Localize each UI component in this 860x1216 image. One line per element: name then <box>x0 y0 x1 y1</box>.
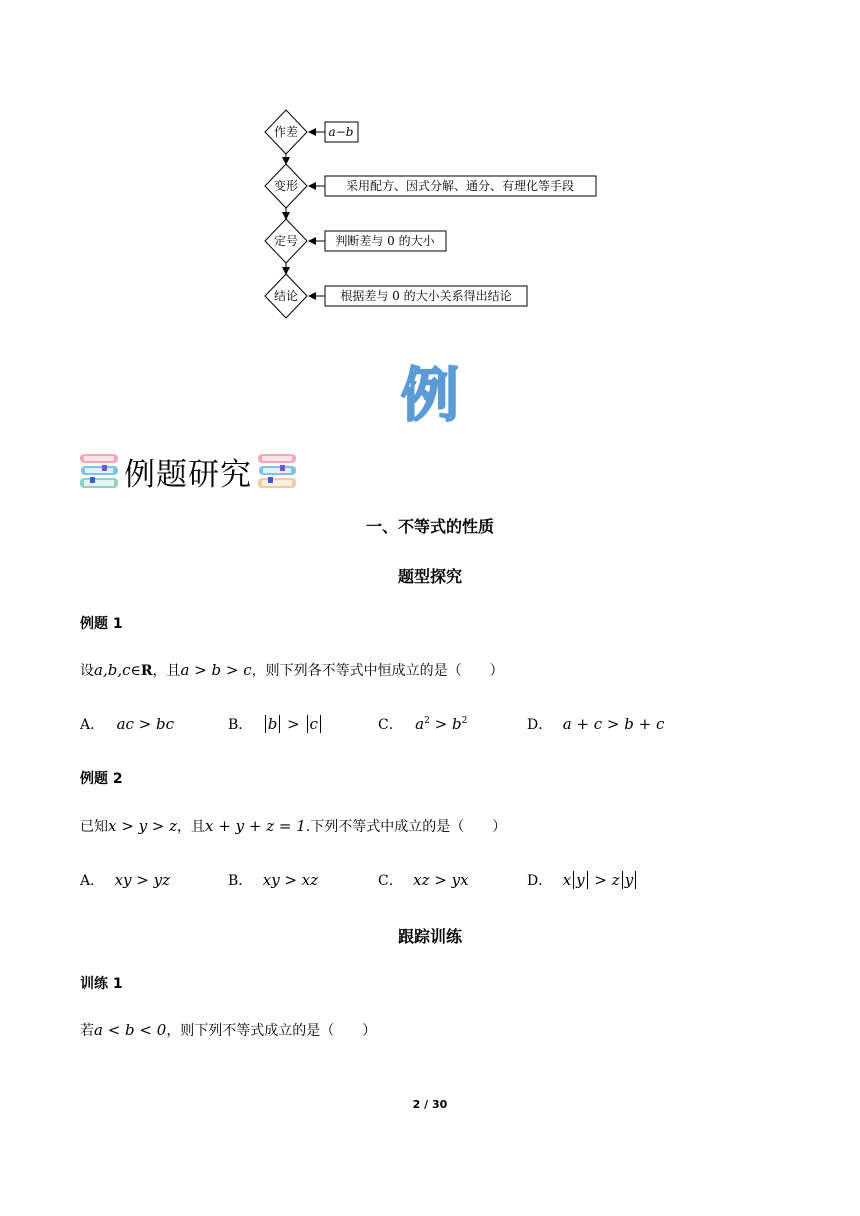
example-2-label: 例题 2 <box>80 771 123 787</box>
example-1-option-b[interactable] <box>228 714 323 734</box>
example-2-option-d[interactable] <box>527 870 638 890</box>
stem-math: a < b < 0 <box>94 1021 167 1039</box>
example-2-option-c[interactable] <box>378 870 469 890</box>
option-expr: b <box>452 715 462 733</box>
option-op: > <box>594 871 607 889</box>
flow-step-2-label: 变形 <box>273 179 299 193</box>
books-icon <box>78 451 120 491</box>
flow-step-4-desc: 根据差与 0 的大小关系得出结论 <box>340 289 512 303</box>
example-2-option-b[interactable] <box>228 870 318 890</box>
option-expr: xz > yx <box>413 871 469 889</box>
option-key: C． <box>378 717 403 733</box>
option-expr: c <box>307 715 321 733</box>
flow-step-1-label: 作差 <box>273 125 299 139</box>
example-1-option-d[interactable] <box>527 714 664 734</box>
flow-step-4-label: 结论 <box>273 289 299 303</box>
flow-step-2 <box>265 164 596 208</box>
example-1-stem <box>80 660 504 680</box>
example-2-stem <box>80 816 506 836</box>
training-1-stem <box>80 1020 376 1040</box>
option-expr: xy > xz <box>262 871 319 889</box>
example-1-label: 例题 1 <box>80 616 123 632</box>
stem-math: a,b,c <box>94 661 131 679</box>
option-expr: y <box>622 871 636 889</box>
section-title: 一、不等式的性质 <box>365 517 494 536</box>
stem-text: ，且 <box>152 663 181 679</box>
flow-step-4 <box>265 274 527 318</box>
flowchart <box>0 0 860 330</box>
flow-step-1 <box>265 110 358 154</box>
option-expr: x <box>562 871 572 889</box>
flow-step-3-label: 定号 <box>273 234 299 248</box>
stem-math: a > b > c <box>180 661 252 679</box>
stem-text: 设 <box>80 663 94 679</box>
stem-math: x > y > z <box>108 817 178 835</box>
banner-title: 例题研究 <box>124 456 252 493</box>
option-expr: a <box>415 715 425 733</box>
stem-text: 已知 <box>80 819 108 835</box>
stem-math: ∈ <box>130 663 141 679</box>
page-number: 2 / 30 <box>412 1098 448 1111</box>
option-op: > <box>287 715 300 733</box>
option-key: B． <box>228 717 253 733</box>
option-key: C． <box>378 873 403 889</box>
example-2-option-a[interactable] <box>80 870 170 890</box>
option-expr: y <box>573 871 587 889</box>
option-exp: 2 <box>424 716 430 726</box>
option-key: A． <box>80 717 105 733</box>
option-key: A． <box>80 873 105 889</box>
stem-text: ，则下列各不等式中恒成立的是（ ） <box>251 663 504 679</box>
flow-step-3 <box>265 219 446 263</box>
option-key: D． <box>527 873 553 889</box>
option-expr: b <box>265 715 281 733</box>
option-exp: 2 <box>461 716 468 726</box>
flow-step-1-desc: a−b <box>328 125 354 139</box>
option-expr: xy > yz <box>114 871 170 889</box>
subhead-practice: 跟踪训练 <box>397 927 462 946</box>
option-op: > <box>434 715 448 733</box>
training-1-label: 训练 1 <box>80 976 123 992</box>
option-key: D． <box>527 717 553 733</box>
option-expr: a + c > b + c <box>562 715 665 733</box>
flow-step-3-desc: 判断差与 0 的大小 <box>335 234 435 248</box>
stem-text: .下列不等式中成立的是（ ） <box>305 819 507 835</box>
stem-text: 若 <box>80 1023 94 1039</box>
example-1-option-a[interactable] <box>80 714 174 734</box>
decorative-example-char: 例 <box>400 361 459 429</box>
option-expr: z <box>611 871 620 889</box>
books-icon <box>256 451 298 491</box>
stem-math: x + y + z = 1 <box>205 817 306 835</box>
option-expr: ac > bc <box>116 715 175 733</box>
example-1-option-c[interactable] <box>378 714 467 734</box>
flow-step-2-desc: 采用配方、因式分解、通分、有理化等手段 <box>345 179 575 193</box>
section-banner <box>78 448 298 494</box>
stem-text: ，则下列不等式成立的是（ ） <box>166 1023 377 1039</box>
option-key: B． <box>228 873 253 889</box>
stem-math: R <box>140 663 153 679</box>
subhead-explore: 题型探究 <box>397 567 462 586</box>
stem-text: ，且 <box>177 819 206 835</box>
